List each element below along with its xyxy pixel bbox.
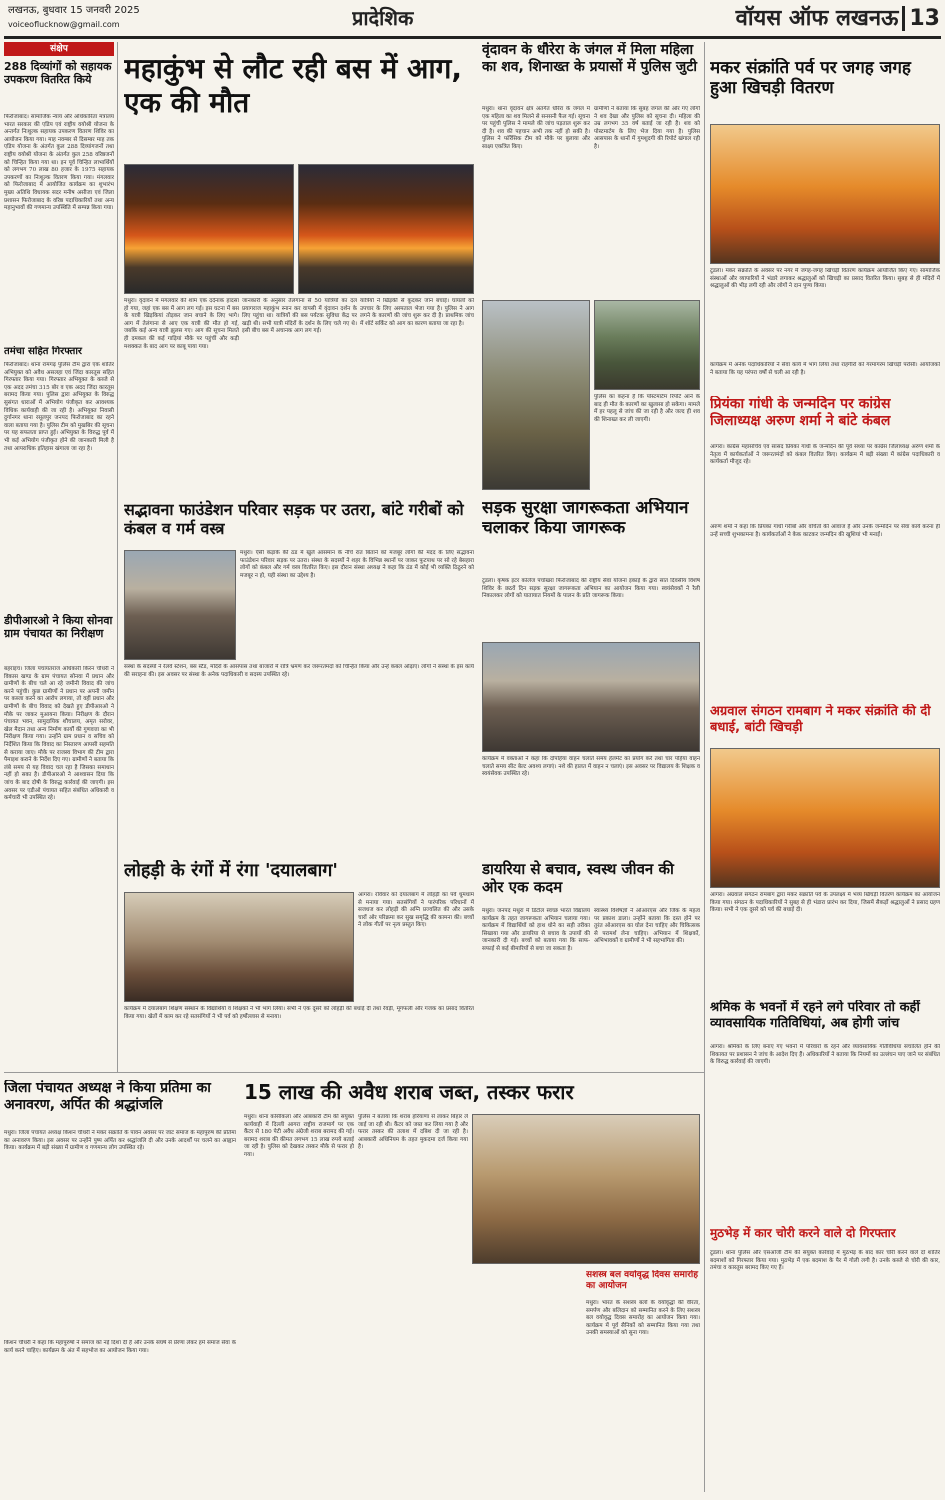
story8-para2: पुलिस ने बताया कि शराब हरियाणा से लाकर बिहार ले जाई जा रही थी। कैंटर को जब्त कर लिया गया है और फरार तस्कर की तलाश में दबिश दी जा रही है। आबकारी अधिनियम के तहत मुकदमा दर्ज किया गया है।: [358, 1114, 468, 1151]
story4-para2: ग्रामीणों ने बताया कि सुबह जंगल की ओर गए लोगों ने शव देखा और पुलिस को सूचना दी। महिला की उम्र लगभग 35 वर्ष बताई जा रही है। शव को पोस्टमार्टम के लिए भेज दिया गया है। पुलिस आसपास के थानों में गुमशुदगी की रिपोर्ट खंगाल रही है।: [594, 106, 700, 150]
story2-para1: मथुरा। ऐसी कड़ाके की ठंड में खुले आसमान के नीचे रात बिताने को मजबूर लोगों की मदद के लिए सद्भावना फाउंडेशन परिवार सड़क पर उतरा। संस्था के सदस्यों ने शहर के विभिन्न स्थानों पर जाकर फुटपाथ पर सो रहे बेसहारा लोगों को कंबल और गर्म वस्त्र वितरित किए। इस दौरान संस्था अध्यक्ष ने कहा कि ठंड में कोई भी व्यक्ति ठिठुरने को मजबूर न हो, यही संस्था का उद्देश्य है।: [240, 550, 474, 579]
story9-headline: मकर संक्रांति पर्व पर जगह जगह हुआ खिचड़ी वितरण: [710, 58, 911, 99]
brief2-headline: तमंचा सहित गिरफ्तार: [4, 346, 83, 357]
story5-para2: कार्यक्रम में वक्ताओं ने कहा कि दोपहिया वाहन चलाते समय हेलमेट का प्रयोग करें तथा चार पहिया वाहन चलाते समय सीट बेल्ट अवश्य लगाएं। नशे की हालत में वाहन न चलाएं। इस अवसर पर विद्यालय के शिक्षक व स्वयंसेवक उपस्थित रहे।: [482, 756, 700, 778]
story8-para1: मथुरा। थाना कोसीकलां और आबकारी टीम की संयुक्त कार्यवाही में दिल्ली आगरा राष्ट्रीय राजमार्ग पर एक कैंटर से 180 पेटी अवैध अंग्रेजी शराब बरामद की गई। बरामद शराब की कीमत लगभग 15 लाख रुपये बताई जा रही है। पुलिस को देखकर तस्कर मौके से फरार हो गया।: [244, 1114, 354, 1158]
page-number: 13: [902, 6, 940, 31]
column-divider: [117, 42, 118, 1072]
story7-para1: मथुरा। जिला पंचायत अध्यक्ष किशन चौधरी ने मकर संक्रांति के पावन अवसर पर जाट समाज के महापुरुष की प्रतिमा का अनावरण किया। इस अवसर पर उन्होंने पुष्प अर्पित कर श्रद्धांजलि दी और उनके आदर्शों पर चलने का आह्वान किया। कार्यक्रम में बड़ी संख्या में ग्रामीण व गणमान्य लोग उपस्थित रहे।: [4, 1130, 236, 1152]
masthead-rule: [4, 36, 941, 39]
email: voiceoflucknow@gmail.com: [8, 20, 120, 29]
story12-headline: श्रमिक के भवनों में रहने लगे परिवार तो कहीं व्यावसायिक गतिविधियां, अब होगी जांच: [710, 1000, 920, 1031]
story6-headline: डायरिया से बचाव, स्वस्थ जीवन की ओर एक कदम: [482, 860, 674, 896]
story9-para2: कार्यक्रम में अनेक पदाधिकारियों ने सेवा कार्य में भाग लिया तथा राहगीरों को गरमागरम खिचड़ी परोसी। आयोजकों ने बताया कि यह परंपरा वर्षों से चली आ रही है।: [710, 362, 940, 376]
brief1-headline: 288 दिव्यांगों को सहायक उपकरण वितरित किये: [4, 60, 112, 87]
story8-sub-body: मथुरा। भारत के सशस्त्र बलों के वयोवृद्धों की वीरता, समर्पण और बलिदान को सम्मानित करने के लिए सशस्त्र बल वयोवृद्ध दिवस समारोह का आयोजन किया गया। कार्यक्रम में पूर्व सैनिकों को सम्मानित किया गया तथा उनकी समस्याओं को सुना गया।: [586, 1300, 700, 1337]
bus-fire-photo-2: [298, 164, 474, 294]
khichdi-distribution-photo: [710, 124, 940, 264]
story3-para2: कार्यक्रम में दयालबाग शिक्षण संस्थान के विद्यार्थियों व शिक्षकों ने भी भाग लिया। सभी ने एक दूसरे को लोहड़ी की बधाई दी तथा रेवड़ी, मूंगफली और गजक का प्रसाद वितरित किया गया। खेतों में काम कर रहे सतसंगियों ने भी पर्व को हर्षोल्लास से मनाया।: [124, 1006, 474, 1020]
story10-para1: आगरा। कांग्रेस महासचिव एवं सांसद प्रियंका गांधी के जन्मदिन की पूर्व संध्या पर कांग्रेस जिलाध्यक्ष अरुण शर्मा के नेतृत्व में कार्यकर्ताओं ने जरूरतमंदों को कंबल वितरित किए। कार्यक्रम में बड़ी संख्या में कांग्रेस पदाधिकारी व कार्यकर्ता मौजूद रहे।: [710, 444, 940, 466]
story2-headline: सद्भावना फाउंडेशन परिवार सड़क पर उतरा, बांटे गरीबों को कंबल व गर्म वस्त्र: [124, 500, 464, 539]
story10-para2: अरुण शर्मा ने कहा कि प्रियंका गांधी गरीबों और वंचितों की आवाज हैं और उनके जन्मदिन पर सेवा कार्य करना ही उन्हें सच्ची शुभकामना है। कार्यकर्ताओं ने केक काटकर जन्मदिन की खुशियां भी मनाईं।: [710, 524, 940, 538]
forest-scene-photo: [594, 300, 700, 390]
story9-para1: टूंडला। मकर संक्रांति के अवसर पर नगर में जगह-जगह खिचड़ी वितरण कार्यक्रम आयोजित किए गए। सामाजिक संस्थाओं और व्यापारियों ने भंडारे लगाकर श्रद्धालुओं को खिचड़ी का प्रसाद वितरित किया। सुबह से ही मंदिरों में श्रद्धालुओं की भीड़ लगी रही और लोगों ने दान पुण्य किया।: [710, 268, 940, 290]
story10-headline: प्रियंका गांधी के जन्मदिन पर कांग्रेस जिलाध्यक्ष अरुण शर्मा ने बांटे कंबल: [710, 396, 891, 429]
story5-headline: सड़क सुरक्षा जागरूकता अभियान चलाकर किया जागरूक: [482, 498, 689, 539]
brief3-body: बहराइच। जिला पंचायतराज अधिकारी किरन चौधरी ने विकास खण्ड के ग्राम पंचायत सोनवा में प्रधान और ग्रामीणों के बीच चले आ रहे जमीनी विवाद की जांच करने पहुंची। कुछ ग्रामीणों ने प्रधान पर अपनी जमीन पर कब्जा करने का आरोप लगाया, तो वहीं प्रधान और ग्रामीणों के बीच विवाद को देखते हुए डीपीआरओ ने मौके पर जाकर मुआयना किया। निरीक्षण के दौरान पंचायत भवन, सामुदायिक शौचालय, अमृत सरोवर, खेल मैदान तथा अन्य निर्माण कार्यों की गुणवत्ता का भी निरीक्षण किया गया। उन्होंने ग्राम प्रधान व सचिव को निर्देशित किया कि विवाद का निस्तारण आपसी सहमति से कराया जाए। मौके पर राजस्व विभाग की टीम द्वारा पैमाइश कराने के निर्देश दिए गए। ग्रामीणों ने बताया कि लंबे समय से यह विवाद चल रहा है जिसका समाधान नहीं हो सका है। डीपीआरओ ने आश्वासन दिया कि जांच के बाद दोषी के विरुद्ध कार्रवाई की जाएगी। इस अवसर पर एडीओ पंचायत सहित संबंधित अधिकारी व कर्मचारी भी उपस्थित रहे।: [4, 666, 114, 802]
dateline: लखनऊ, बुधवार 15 जनवरी 2025: [8, 5, 140, 16]
liquor-seizure-photo: [472, 1114, 700, 1264]
story5-para1: टूंडला। कृषक इंटर कॉलेज पचोखरा फिरोजाबाद की राष्ट्रीय सेवा योजना इकाई के द्वारा सात दिवसीय विशेष शिविर के छठवें दिन सड़क सुरक्षा जागरूकता अभियान का आयोजन किया गया। स्वयंसेवकों ने रैली निकालकर लोगों को यातायात नियमों के पालन के प्रति जागरूक किया।: [482, 578, 700, 600]
story11-headline: अग्रवाल संगठन रामबाग ने मकर संक्रांति की दी बधाई, बांटी खिचड़ी: [710, 704, 931, 735]
brief1-body: फिरोजाबाद। सामाजिक न्याय और अधिकारिता मंत्रालय भारत सरकार की एडिप एवं राष्ट्रीय वयोश्री योजना के अन्तर्गत निःशुल्क सहायक उपकरण वितरण शिविर का आयोजन किया गया। माह नवम्बर से दिसम्बर माह तक एडिप योजना के अंतर्गत कुल 288 दिव्यांगजनों तथा राष्ट्रीय वयोश्री योजना के अंतर्गत कुल 258 वरिष्ठजनों को चिन्हित किया गया था। इन पूर्व चिन्हित लाभार्थियों को लगभग 70 लाख 80 हजार के 1975 सहायक उपकरणों का निःशुल्क वितरण किया गया। मंगलवार को फिरोजाबाद में आयोजित कार्यक्रम का शुभारंभ मुख्य अतिथि विधायक सदर मनीष असीजा एवं जिला प्रशासन फिरोजाबाद के वरिष्ठ पदाधिकारियों तथा अन्य महानुभावों की गणमान्य उपस्थिति में सम्पन्न किया गया।: [4, 114, 114, 212]
paper-name-block: [660, 2, 940, 36]
story1-para2: जानकारी के अनुसार तेलंगाना से 50 यात्रियों का दल प्रयागराज महाकुंभ स्नान कर वापसी में वृंदावन दर्शन के लिए पहुंचा था। यात्रियों की बस पर्यटक सुविधा केंद्र पर खड़ी थी। सभी यात्री मंदिरों के दर्शन के लिए चले गए थे। इसी बीच बस में अचानक आग लग गई।: [242, 298, 357, 335]
bus-fire-photo-1: [124, 164, 294, 294]
story3-headline: लोहड़ी के रंगों में रंगा 'दयालबाग': [124, 860, 338, 881]
section-name: प्रादेशिक: [352, 6, 414, 30]
story11-para1: आगरा। अग्रवाल संगठन रामबाग द्वारा मकर संक्रांति पर्व के उपलक्ष्य में भव्य खिचड़ी वितरण कार्यक्रम का आयोजन किया गया। संगठन के पदाधिकारियों ने सुबह से ही भंडारा प्रारंभ कर दिया, जिसमें सैकड़ों श्रद्धालुओं ने प्रसाद ग्रहण किया। सभी ने एक दूसरे को पर्व की बधाई दी।: [710, 892, 940, 914]
section-divider: [4, 1072, 704, 1073]
blanket-distribution-photo: [124, 550, 236, 660]
column-divider: [704, 42, 705, 1492]
paper-name: वॉयस ऑफ लखनऊ: [735, 6, 899, 31]
agrawal-khichdi-photo: [710, 748, 940, 888]
story7-para2: किशन चौधरी ने कहा कि महापुरुषों ने समाज को नई दिशा दी है और उनके संघर्ष से प्रेरणा लेकर हमें समाज सेवा के कार्य करने चाहिए। कार्यक्रम के अंत में सहभोज का आयोजन किया गया।: [4, 1340, 236, 1354]
police-investigation-photo: [482, 300, 590, 490]
story8-headline: 15 लाख की अवैध शराब जब्त, तस्कर फरार: [244, 1080, 574, 1104]
story8-subheadline: सशस्त्र बल वयोवृद्ध दिवस समारोह का आयोजन: [586, 1270, 698, 1291]
story13-para1: टूंडला। थाना पुलिस और एसओजी टीम की संयुक्त कार्रवाई में मुठभेड़ के बाद कार चोरी करने वाले दो शातिर बदमाशों को गिरफ्तार किया गया। मुठभेड़ में एक बदमाश के पैर में गोली लगी है। उनके कब्जे से चोरी की कार, तमंचा व कारतूस बरामद किए गए हैं।: [710, 1250, 940, 1272]
brief3-headline: डीपीआरओ ने किया सोनवा ग्राम पंचायत का निरीक्षण: [4, 614, 113, 641]
story12-para1: आगरा। श्रमिकों के लिए बनाए गए भवनों में परिवारों के रहने और व्यावसायिक गतिविधियां संचालित होने की शिकायत पर प्रशासन ने जांच के आदेश दिए हैं। अधिकारियों ने बताया कि नियमों का उल्लंघन पाए जाने पर संबंधित के विरुद्ध कार्रवाई की जाएगी।: [710, 1044, 940, 1066]
story3-para1: आगरा। रविवार को दयालबाग में लोहड़ी का पर्व धूमधाम से मनाया गया। सतसंगियों ने पारंपरिक परिधानों में सजधज कर लोहड़ी की अग्नि प्रज्वलित की और उसके चारों ओर परिक्रमा कर सुख समृद्धि की कामना की। बच्चों ने लोक गीतों पर नृत्य प्रस्तुत किए।: [358, 892, 474, 929]
story4-headline: वृंदावन के धौरेरा के जंगल में मिला महिला का शव, शिनाख्त के प्रयासों में पुलिस जुटी: [482, 42, 697, 75]
story4-para3: पुलिस का कहना है कि पोस्टमार्टम रिपोर्ट आने के बाद ही मौत के कारणों का खुलासा हो सकेगा। मामले में हर पहलू से जांच की जा रही है और जल्द ही शव की शिनाख्त कर ली जाएगी।: [594, 394, 700, 423]
story1-para3: यात्रियों ने खिड़की से कूदकर जान बचाई। घायलों को उपचार के लिए अस्पताल भेजा गया है। पुलिस ने आग लगने के कारणों की जांच शुरू कर दी है। प्राथमिक जांच में शॉर्ट सर्किट को आग का कारण बताया जा रहा है।: [360, 298, 474, 327]
story13-headline: मुठभेड़ में कार चोरी करने वाले दो गिरफ्तार: [710, 1226, 896, 1240]
road-safety-rally-photo: [482, 642, 700, 752]
story4-para1: मथुरा। थाना वृंदावन क्षेत्र अंतर्गत धौरेरा के जंगल में एक महिला का शव मिलने से सनसनी फैल गई। सूचना पर पहुंची पुलिस ने मामले की जांच पड़ताल शुरू कर दी है। शव की पहचान अभी तक नहीं हो सकी है। पुलिस ने फॉरेंसिक टीम को मौके पर बुलाया और साक्ष्य एकत्रित किए।: [482, 106, 590, 150]
briefs-label: संक्षेप: [4, 42, 114, 56]
brief2-body: फिरोजाबाद। थाना रामगढ़ पुलिस टीम द्वारा एक शातिर अभियुक्त को अवैध असलहा एवं जिंदा कारतूस सहित गिरफ्तार किया गया। गिरफ्तार अभियुक्त के कब्जे से एक अदद तमंचा 315 बोर व एक अदद जिंदा कारतूस बरामद किया गया। पुलिस द्वारा अभियुक्त के विरुद्ध सुसंगत धाराओं में अभियोग पंजीकृत कर आवश्यक विधिक कार्यवाही की जा रही है। अभियुक्त निवासी दुर्गानगर थाना रसूलपुर जनपद फिरोजाबाद का रहने वाला बताया गया है। पुलिस टीम को मुखबिर की सूचना पर यह सफलता प्राप्त हुई। अभियुक्त के विरुद्ध पूर्व में भी कई अभियोग पंजीकृत होने की जानकारी मिली है तथा आपराधिक इतिहास खंगाला जा रहा है।: [4, 362, 114, 452]
story1-headline: महाकुंभ से लौट रही बस में आग, एक की मौत: [124, 52, 463, 119]
story6-para1: मथुरा। जनपद मथुरा में डिटॉल स्वच्छ भारत विद्यालय कार्यक्रम के तहत जागरूकता अभियान चलाया गया। कार्यक्रम में विद्यार्थियों को हाथ धोने का सही तरीका सिखाया गया और डायरिया से बचाव के उपायों की जानकारी दी गई। बच्चों को बताया गया कि साफ-सफाई से कई बीमारियों से बचा जा सकता है।: [482, 908, 590, 952]
story7-headline: जिला पंचायत अध्यक्ष ने किया प्रतिमा का अनावरण, अर्पित की श्रद्धांजलि: [4, 1080, 211, 1113]
lohri-group-photo: [124, 892, 354, 1002]
story2-para2: संस्था के सदस्यों ने रेलवे स्टेशन, बस स्टैंड, मंदिरों के आसपास तथा बाजारों में रात्रि भ्रमण कर जरूरतमंदों को चिन्हित किया और उन्हें कंबल ओढ़ाए। लोगों ने संस्था के इस कार्य की सराहना की। इस अवसर पर संस्था के अनेक पदाधिकारी व सदस्य उपस्थित रहे।: [124, 664, 474, 678]
story6-para2: स्वास्थ्य विशेषज्ञों ने ओआरएस और जिंक के महत्व पर प्रकाश डाला। उन्होंने बताया कि दस्त होने पर तुरंत ओआरएस का घोल देना चाहिए और चिकित्सक से परामर्श लेना चाहिए। अभियान में शिक्षकों, अभिभावकों व ग्रामीणों ने भी सहभागिता की।: [594, 908, 700, 945]
story1-para1: मथुरा। वृंदावन में मंगलवार की शाम एक दर्दनाक हादसा हो गया, जहां एक बस में आग लग गई। इस घटना में बस के यात्री खिड़कियां तोड़कर जान बचाने के लिए भागे। आग में तेलंगाना से आए एक यात्री की मौत हो गई, जबकि कई अन्य यात्री झुलस गए। आग की सूचना मिलते ही दमकल की कई गाड़ियां मौके पर पहुंचीं और कड़ी मशक्कत के बाद आग पर काबू पाया गया।: [124, 298, 239, 350]
masthead-dateline-block: [8, 4, 238, 34]
